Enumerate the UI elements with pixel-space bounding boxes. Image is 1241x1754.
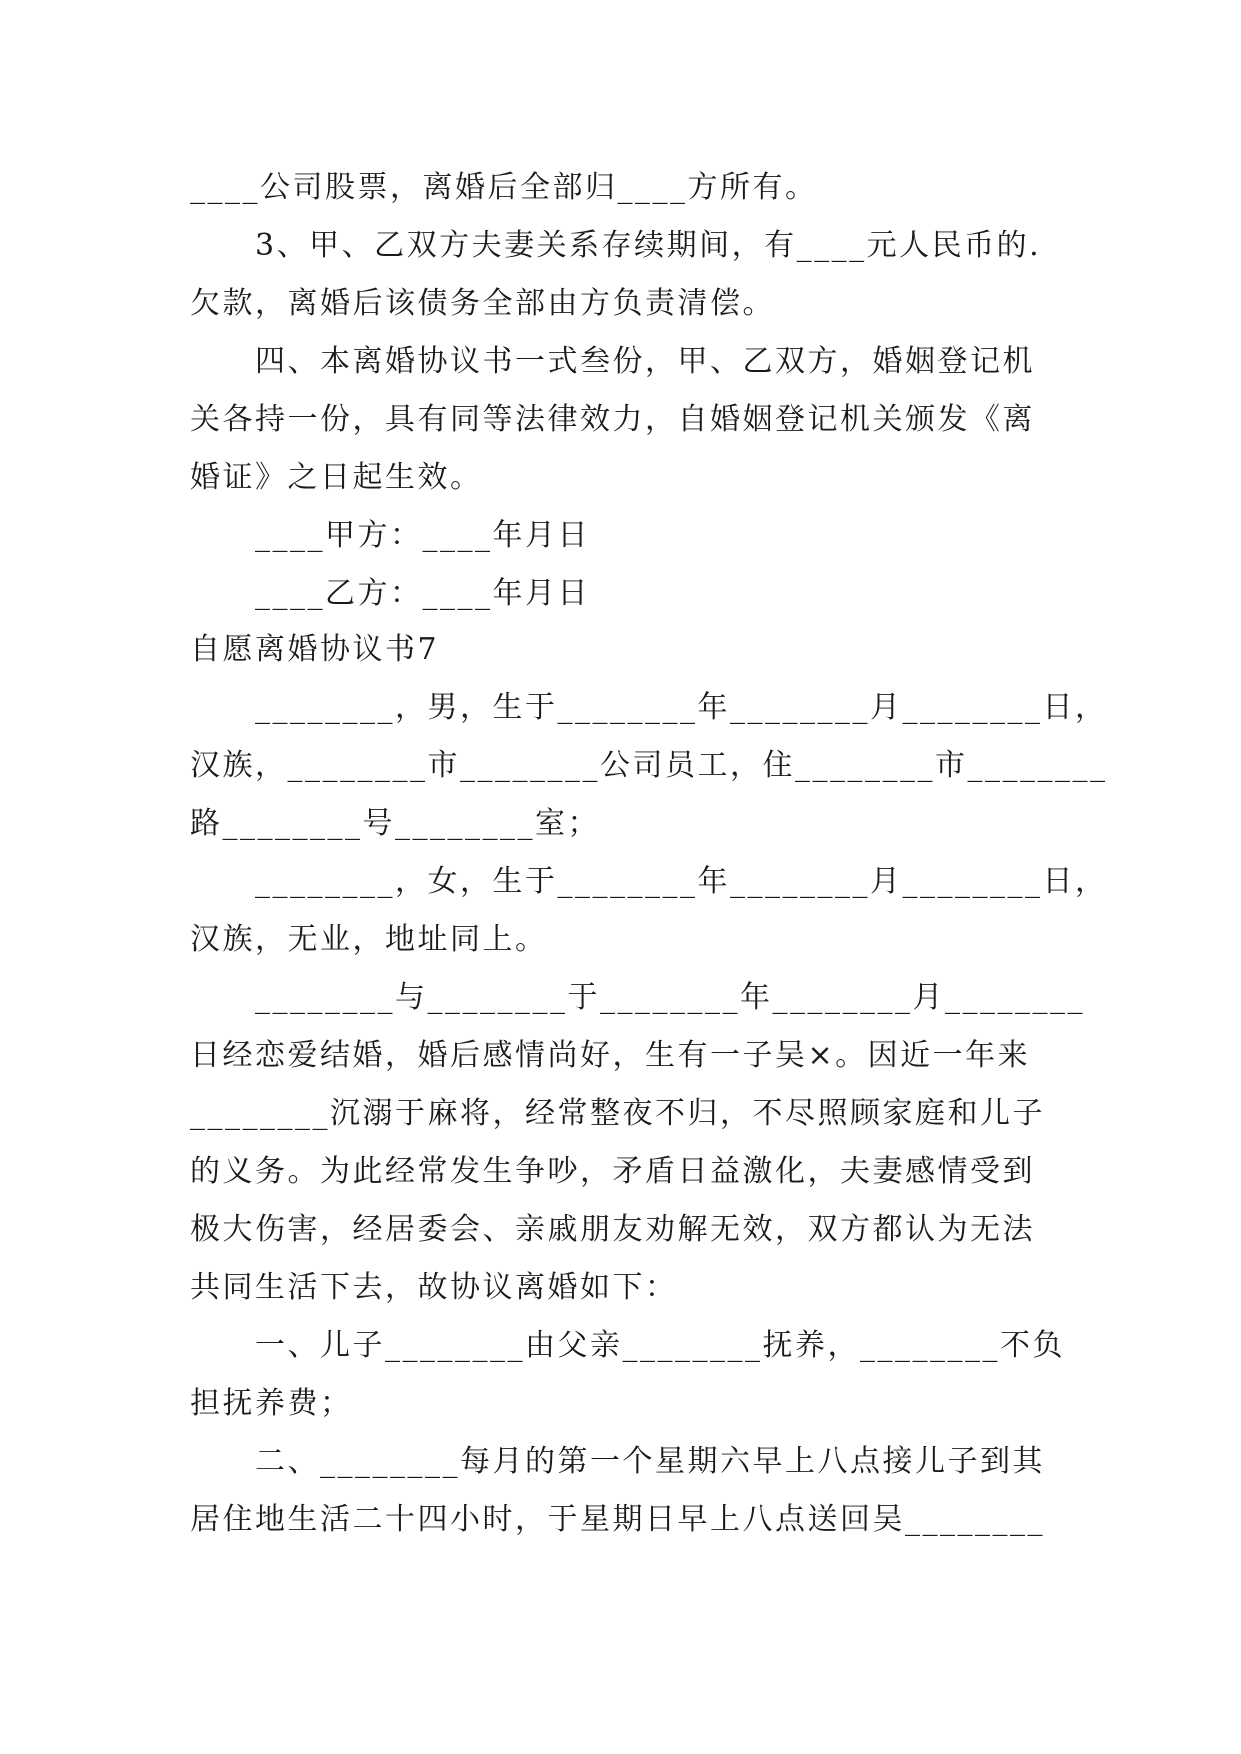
text-line: 四、本离婚协议书一式叁份，甲、乙双方，婚姻登记机 xyxy=(255,344,1035,379)
signature-line-party-b: ____乙方：____年月日 xyxy=(255,576,590,611)
text-line: ________沉溺于麻将，经常整夜不归，不尽照顾家庭和儿子 xyxy=(190,1096,1045,1131)
text-line: 婚证》之日起生效。 xyxy=(190,460,483,495)
text-line: ________与________于________年________月________ xyxy=(255,980,1085,1015)
text-line: 3、甲、乙双方夫妻关系存续期间，有____元人民币的. xyxy=(255,228,1042,263)
text-line: ________，女，生于________年________月________日， xyxy=(255,864,1108,899)
text-line: 共同生活下去，故协议离婚如下： xyxy=(190,1270,678,1305)
text-line: 汉族，________市________公司员工，住________市________ xyxy=(190,748,1108,783)
text-line: 路________号________室； xyxy=(190,806,600,841)
text-line: 日经恋爱结婚，婚后感情尚好，生有一子吴×。因近一年来 xyxy=(190,1038,1031,1073)
text-line: 担抚养费； xyxy=(190,1386,353,1421)
text-line: 一、儿子________由父亲________抚养，________不负 xyxy=(255,1328,1065,1363)
signature-line-party-a: ____甲方：____年月日 xyxy=(255,518,590,553)
text-line: ________，男，生于________年________月________日， xyxy=(255,690,1108,725)
text-line: 关各持一份，具有同等法律效力，自婚姻登记机关颁发《离 xyxy=(190,402,1035,437)
text-line: 二、________每月的第一个星期六早上八点接儿子到其 xyxy=(255,1444,1045,1479)
text-line: 极大伤害，经居委会、亲戚朋友劝解无效，双方都认为无法 xyxy=(190,1212,1035,1247)
text-line: 欠款，离婚后该债务全部由方负责清偿。 xyxy=(190,286,775,321)
text-line: ____公司股票，离婚后全部归____方所有。 xyxy=(190,170,818,205)
text-line: 汉族，无业，地址同上。 xyxy=(190,922,548,957)
section-title: 自愿离婚协议书7 xyxy=(190,632,440,667)
text-line: 居住地生活二十四小时，于星期日早上八点送回吴________ xyxy=(190,1502,1045,1537)
text-line: 的义务。为此经常发生争吵，矛盾日益激化，夫妻感情受到 xyxy=(190,1154,1035,1189)
